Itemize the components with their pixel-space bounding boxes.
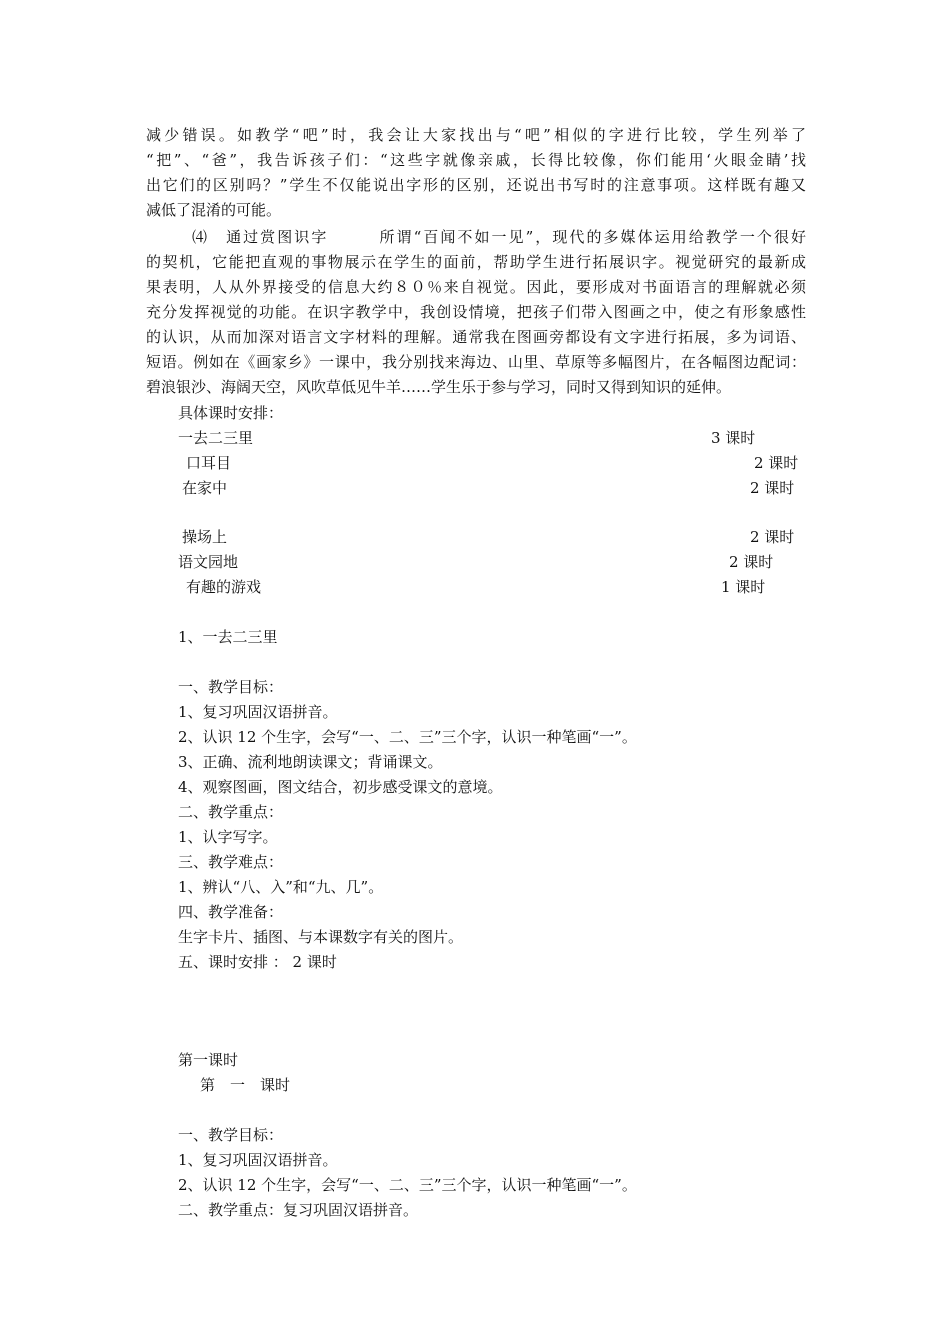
paragraph-line: ⑷ 通过赏图识字 所谓“百闻不如一见”，现代的多媒体运用给教学一个很好: [192, 228, 806, 246]
schedule-hours: 2 课时: [754, 454, 799, 472]
plan-line: 1、辨认“八、入”和“九、几”。: [178, 878, 384, 896]
schedule-lesson: 有趣的游戏: [186, 578, 262, 596]
paragraph-line: 的契机，它能把直观的事物展示在学生的面前，帮助学生进行拓展识字。视觉研究的最新成: [146, 253, 806, 271]
first-period-plan-line: 二、教学重点：复习巩固汉语拼音。: [178, 1201, 419, 1219]
paragraph-line: “把”、“爸”，我告诉孩子们：“这些字就像亲戚，长得比较像，你们能用‘火眼金睛’找: [146, 151, 806, 169]
plan-line: 3、正确、流利地朗读课文；背诵课文。: [178, 753, 443, 771]
schedule-lesson: 操场上: [182, 528, 228, 546]
plan-line: 2、认识 12 个生字，会写“一、二、三”三个字，认识一种笔画“一”。: [178, 728, 637, 746]
plan-line: 四、教学准备：: [178, 903, 284, 921]
schedule-lesson: 一去二三里: [178, 429, 254, 447]
plan-line: 一、教学目标：: [178, 678, 284, 696]
schedule-hours: 2 课时: [729, 553, 774, 571]
paragraph-line: 减少错误。如教学“吧”时，我会让大家找出与“吧”相似的字进行比较，学生列举了: [146, 126, 806, 144]
plan-line: 1、认字写字。: [178, 828, 278, 846]
paragraph-line: 碧浪银沙、海阔天空，风吹草低见牛羊……学生乐于参与学习，同时又得到知识的延伸。: [146, 378, 732, 396]
plan-line: 三、教学难点：: [178, 853, 284, 871]
schedule-lesson: 在家中: [182, 479, 228, 497]
schedule-hours: 3 课时: [711, 429, 756, 447]
first-period-plan-line: 一、教学目标：: [178, 1126, 284, 1144]
plan-line: 4、观察图画，图文结合，初步感受课文的意境。: [178, 778, 503, 796]
paragraph-line: 出它们的区别吗？”学生不仅能说出字形的区别，还说出书写时的注意事项。这样既有趣又: [146, 176, 806, 194]
schedule-hours: 2 课时: [750, 479, 795, 497]
paragraph-line: 短语。例如在《画家乡》一课中，我分别找来海边、山里、草原等多幅图片，在各幅图边配词：: [146, 353, 806, 371]
schedule-heading: 具体课时安排：: [178, 404, 284, 422]
schedule-hours: 2 课时: [750, 528, 795, 546]
paragraph-line: 果表明，人从外界接受的信息大约８０％来自视觉。因此，要形成对书面语言的理解就必须: [146, 278, 806, 296]
paragraph-line: 减低了混淆的可能。: [146, 201, 282, 219]
schedule-hours: 1 课时: [721, 578, 766, 596]
plan-line: 生字卡片、插图、与本课数字有关的图片。: [178, 928, 464, 946]
plan-line: 二、教学重点：: [178, 803, 284, 821]
first-period-heading-spaced: 第 一 课时: [200, 1076, 291, 1094]
schedule-lesson: 语文园地: [178, 553, 239, 571]
plan-line: 1、复习巩固汉语拼音。: [178, 703, 338, 721]
paragraph-line: 充分发挥视觉的功能。在识字教学中，我创设情境，把孩子们带入图画之中，使之有形象感性: [146, 303, 806, 321]
lesson-title: 1、一去二三里: [178, 628, 278, 646]
paragraph-line: 的认识，从而加深对语言文字材料的理解。通常我在图画旁都设有文字进行拓展，多为词语、: [146, 328, 806, 346]
schedule-lesson: 口耳目: [186, 454, 232, 472]
first-period-heading: 第一课时: [178, 1051, 239, 1069]
plan-line: 五、课时安排 ： 2 课时: [178, 953, 337, 971]
first-period-plan-line: 2、认识 12 个生字，会写“一、二、三”三个字，认识一种笔画“一”。: [178, 1176, 637, 1194]
first-period-plan-line: 1、复习巩固汉语拼音。: [178, 1151, 338, 1169]
